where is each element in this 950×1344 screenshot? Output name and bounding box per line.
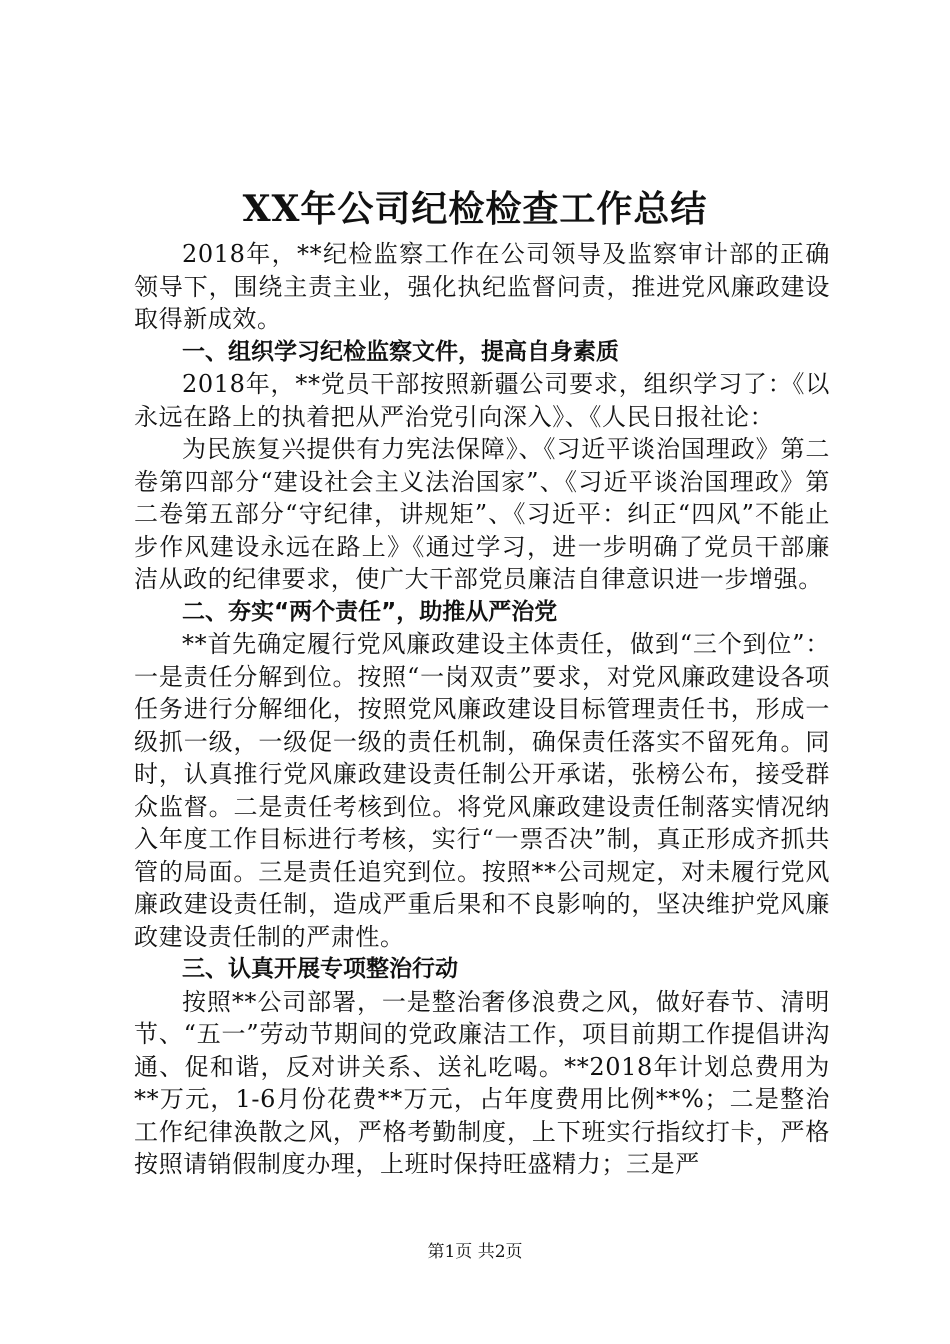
paragraph-study-1: 2018年，**党员干部按照新疆公司要求，组织学习了：《以永远在路上的执着把从严治党引向深入》、《人民日报社论： [134,370,830,431]
section-heading-3: 三、认真开展专项整治行动 [182,956,458,982]
paragraph-responsibility: **首先确定履行党风廉政建设主体责任，做到“三个到位”：一是责任分解到位。按照“一岗双责”要求，对党风廉政建设各项任务进行分解细化，按照党风廉政建设目标管理责任书，形成一级抓一级，一级促一级的责任机制，确保责任落实不留死角。同时，认真推行党风廉政建设责任制公开承诺，张榜公布，接受群众监督。二是责任考核到位。将党风廉政建设责任制落实情况纳入年度工作目标进行考核，实行“一票否决”制，真正形成齐抓共管的局面。三是责任追究到位。按照**公司规定，对未履行党风廉政建设责任制，造成严重后果和不良影响的，坚决维护党风廉政建设责任制的严肃性。 [134,630,830,951]
paragraph-intro: 2018年，**纪检监察工作在公司领导及监察审计部的正确领导下，围绕主责主业，强化执纪监督问责，推进党风廉政建设取得新成效。 [134,240,830,333]
document-body [134,238,830,1188]
page-number-footer: 第1页 共2页 [427,1242,523,1262]
paragraph-rectification: 按照**公司部署，一是整治奢侈浪费之风，做好春节、清明节、“五一”劳动节期间的党政廉洁工作，项目前期工作提倡讲沟通、促和谐，反对讲关系、送礼吃喝。**2018年计划总费用为**万元，1-6月份花费**万元，占年度费用比例**%；二是整治工作纪律涣散之风，严格考勤制度，上下班实行指纹打卡，严格按照请销假制度办理，上班时保持旺盛精力；三是严 [134,987,830,1178]
section-heading-1: 一、组织学习纪检监察文件，提高自身素质 [182,338,619,365]
section-heading-2: 二、夯实“两个责任”，助推从严治党 [182,598,558,625]
paragraph-study-2: 为民族复兴提供有力宪法保障》、《习近平谈治国理政》第二卷第四部分“建设社会主义法治国家”、《习近平谈治国理政》第二卷第五部分“守纪律，讲规矩”、《习近平：纠正“四风”不能止步作风建设永远在路上》《通过学习，进一步明确了党员干部廉洁从政的纪律要求，使广大干部党员廉洁自律意识进一步增强。 [134,435,830,593]
document-title: XX年公司纪检检查工作总结 [242,188,708,230]
